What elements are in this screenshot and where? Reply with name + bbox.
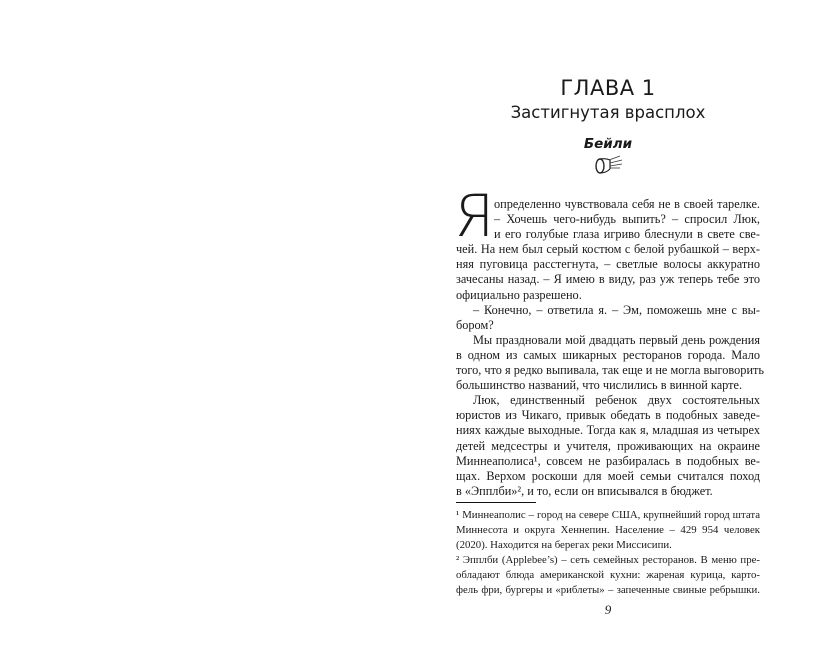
page-number: 9 bbox=[604, 602, 612, 617]
text-line: и его голубые глаза игриво блеснули в свете све- bbox=[494, 227, 760, 242]
text-line: Люк, единственный ребенок двух состоятельных bbox=[473, 393, 760, 408]
text-line: детей медсестры и учителя, проживающих на окраине bbox=[456, 438, 760, 453]
text-line: большинство названий, что числились в винной карте. bbox=[456, 378, 743, 393]
text-line: официально разрешено. bbox=[456, 287, 582, 302]
footnotes bbox=[456, 508, 760, 599]
chapter-title: Застигнутая врасплох bbox=[510, 103, 706, 122]
text-line: того, что я редко выпивала, так еще и не могла выговорить bbox=[456, 363, 765, 378]
text-line: юристов из Чикаго, привык обедать в подобных заведе- bbox=[456, 408, 760, 423]
narrator-name: Бейли bbox=[583, 136, 633, 152]
text-line: щах. Верхом роскоши для моей семьи считался поход bbox=[456, 468, 760, 483]
text-line: чей. На нем был серый костюм с белой рубашкой – верх- bbox=[456, 242, 760, 257]
footnote-line: ² Эпплби (Applebee’s) – сеть семейных ресторанов. В меню пре- bbox=[456, 554, 760, 567]
footnote-line: (2020). Находится на берегах реки Миссисипи. bbox=[456, 539, 672, 552]
text-line: в одном из самых шикарных ресторанов города. Мало bbox=[456, 347, 760, 362]
text-line: – Хочешь чего-нибудь выпить? – спросил Люк, bbox=[494, 212, 760, 227]
text-line: няя пуговица расстегнута, – светлые волосы аккуратно bbox=[456, 257, 760, 272]
comet-icon bbox=[594, 154, 624, 176]
footnote-divider bbox=[456, 502, 536, 503]
drop-cap: Я bbox=[454, 182, 495, 250]
text-line: бором? bbox=[456, 317, 494, 332]
text-line: определенно чувствовала себя не в своей тарелке. bbox=[494, 197, 760, 211]
footnote-line: фель фри, бургеры и «риблеты» – запеченные свиные ребрышки. bbox=[456, 584, 760, 597]
footnote-line: обладают блюда американской кухни: жареная курица, карто- bbox=[456, 569, 760, 582]
chapter-label: ГЛАВА 1 bbox=[560, 76, 656, 100]
footnote-line: Миннесота и округа Хеннепин. Население – 429 954 человек bbox=[456, 524, 760, 537]
text-line: в «Эпплби»², и то, если он вписывался в бюджет. bbox=[456, 483, 713, 498]
text-line: ниях каждые выходные. Тогда как я, младшая из четырех bbox=[456, 423, 760, 438]
footnote-line: ¹ Миннеаполис – город на севере США, крупнейший город штата bbox=[456, 509, 760, 521]
book-page bbox=[454, 0, 765, 662]
text-line: – Конечно, – ответила я. – Эм, поможешь мне с вы- bbox=[473, 302, 760, 317]
text-line: зачесаны назад. – Я имею в виду, раз уж теперь тебе это bbox=[456, 272, 760, 287]
text-line: Миннеаполиса¹, совсем не разбиралась в подобных ве- bbox=[456, 453, 760, 468]
text-line: Мы праздновали мой двадцать первый день рождения bbox=[473, 332, 760, 347]
body-text bbox=[456, 197, 765, 499]
